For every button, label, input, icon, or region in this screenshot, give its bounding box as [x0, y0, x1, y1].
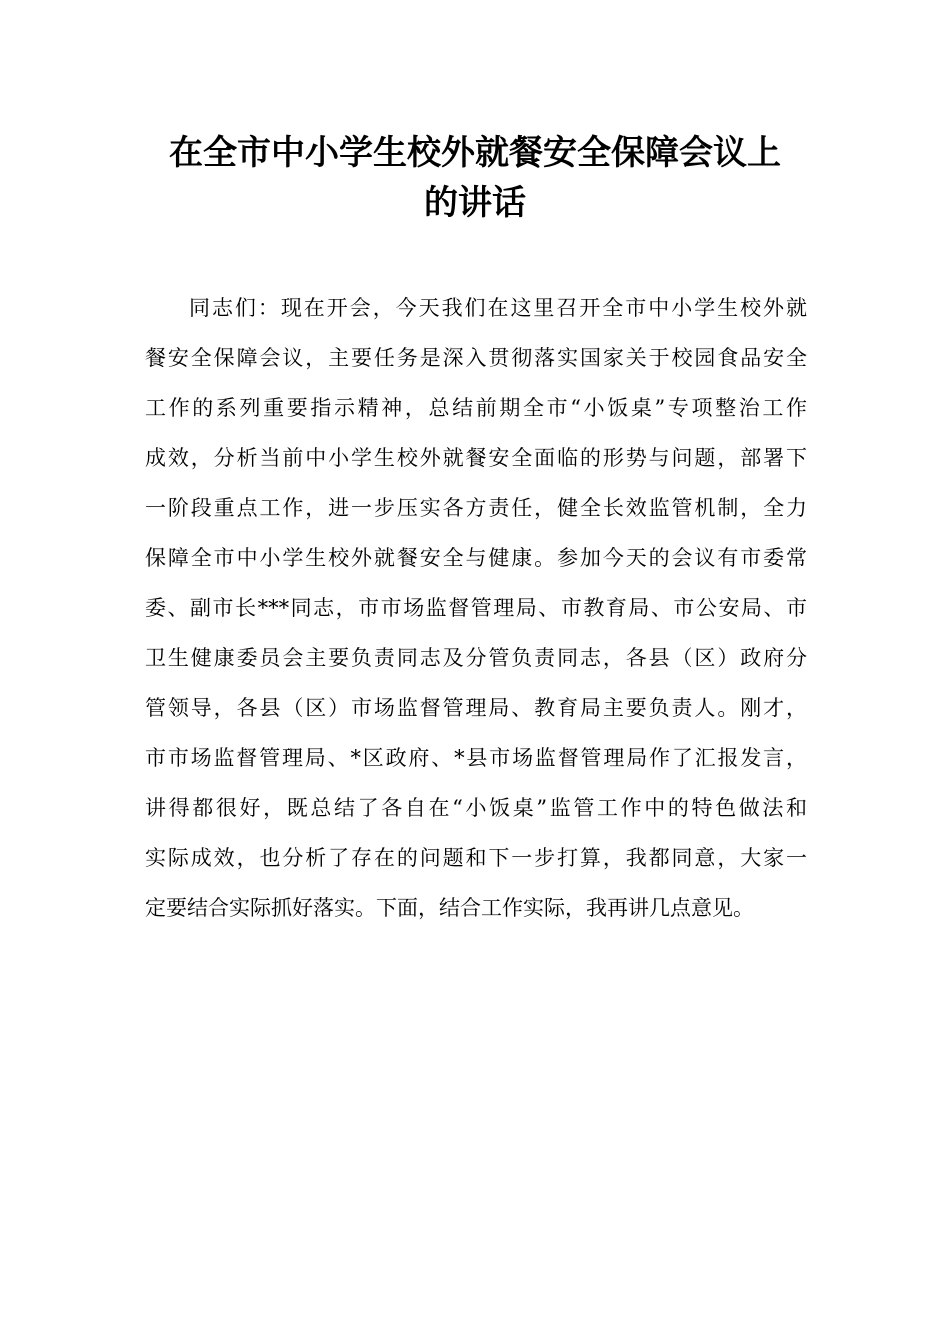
title-line-2: 的讲话 — [424, 183, 526, 223]
paragraph-line: 同志们：现在开会，今天我们在这里召开全市中小学生校外就 — [189, 296, 807, 320]
paragraph-line: 保障全市中小学生校外就餐安全与健康。参加今天的会议有市委常 — [145, 546, 807, 570]
paragraph-line: 实际成效，也分析了存在的问题和下一步打算，我都同意，大家一 — [145, 846, 807, 870]
speech-paragraph — [145, 283, 807, 933]
title-line-1: 在全市中小学生校外就餐安全保障会议上 — [169, 133, 781, 173]
paragraph-line: 成效，分析当前中小学生校外就餐安全面临的形势与问题，部署下 — [145, 446, 807, 470]
paragraph-line: 市市场监督管理局、*区政府、*县市场监督管理局作了汇报发言， — [145, 746, 807, 770]
paragraph-line: 定要结合实际抓好落实。下面，结合工作实际，我再讲几点意见。 — [145, 896, 754, 920]
paragraph-line: 讲得都很好，既总结了各自在“小饭桌”监管工作中的特色做法和 — [145, 796, 807, 820]
paragraph-line: 工作的系列重要指示精神，总结前期全市“小饭桌”专项整治工作 — [145, 396, 807, 420]
paragraph-line: 卫生健康委员会主要负责同志及分管负责同志，各县（区）政府分 — [145, 646, 807, 670]
paragraph-line: 管领导，各县（区）市场监督管理局、教育局主要负责人。刚才， — [145, 696, 807, 720]
paragraph-line: 餐安全保障会议，主要任务是深入贯彻落实国家关于校园食品安全 — [145, 346, 807, 370]
paragraph-line: 委、副市长***同志，市市场监督管理局、市教育局、市公安局、市 — [145, 596, 807, 620]
paragraph-line: 一阶段重点工作，进一步压实各方责任，健全长效监管机制，全力 — [145, 496, 807, 520]
document-title — [140, 128, 810, 228]
